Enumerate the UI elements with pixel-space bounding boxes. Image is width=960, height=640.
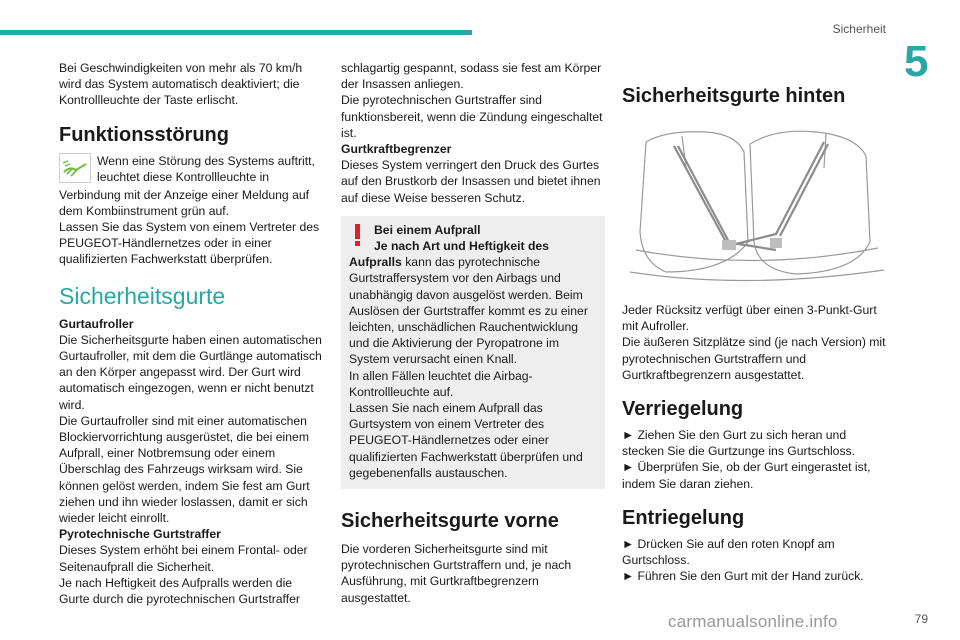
header-accent-bar: [0, 30, 472, 35]
warning-text-3: Lassen Sie nach einem Aufprall das Gurtsystem von einem Vertreter des PEUGEOT-Händlernetzes oder einer qualifizierten Fachwerkstatt überprüfen und gegebenenfalls austauschen.: [349, 401, 583, 480]
heading-malfunction: Funktionsstörung: [59, 123, 229, 146]
intro-paragraph: Bei Geschwindigkeiten von mehr als 70 km/h wird das System automatisch deaktiviert; die Kontrollleuchte der Taste erlischt.: [59, 61, 303, 108]
warning-box: [341, 216, 605, 489]
pyro-text-2: Je nach Heftigkeit des Aufpralls werden die Gurte durch die pyrotechnischen Gurtstraffer: [59, 575, 300, 607]
locking-step-1: ► Ziehen Sie den Gurt zu sich heran und stecken Sie die Gurtzunge ins Gurtschloss.: [622, 428, 856, 459]
page-number: 79: [914, 612, 928, 626]
retractor-text-2: Die Gurtaufroller sind mit einer automatischen Blockiervorrichtung ausgerüstet, die bei einem Aufprall, einer Notbremsung oder einem Überschlag des Fahrzeugs wirksam wird. Sie können gelöst werden, indem Sie fest am Gurt ziehen und ihn wieder loslassen, damit er sich wieder leicht einrollt.: [59, 413, 310, 526]
unlocking-step-2: ► Führen Sie den Gurt mit der Hand zurück.: [622, 569, 864, 584]
heading-locking: Verriegelung: [622, 398, 744, 421]
warning-text-1: [349, 254, 597, 367]
column-1: [59, 60, 325, 607]
warning-bold-word: Aufpralls: [349, 255, 402, 270]
heading-unlocking: Entriegelung: [622, 506, 745, 529]
warning-text-2: In allen Fällen leuchtet die Airbag-Kontrollleuchte auf.: [349, 368, 533, 399]
column-3: [622, 84, 888, 584]
malfunction-text-3: Lassen Sie das System von einem Vertreter des PEUGEOT-Händlernetzes oder in einer qualifizierten Fachwerkstatt überprüfen.: [59, 220, 320, 267]
malfunction-text-2: Verbindung mit der Anzeige einer Meldung auf dem Kombiinstrument grün auf.: [59, 187, 310, 218]
warning-exclamation-icon: [355, 224, 361, 246]
heading-front-belts: Sicherheitsgurte vorne: [341, 510, 559, 533]
warning-text-1-rest: kann das pyrotechnische Gurtstraffersystem vor den Airbags und unabhängig davon ausgelöst werden. Beim Auslösen der Gurtstraffer kommt es zu einer leichten, unschädlichen Rauchentwicklung und die Aktivierung der Pyropatrone im System verursacht einen Knall.: [349, 255, 588, 367]
pyro-text-1: Dieses System erhöht bei einem Frontal- oder Seitenaufprall die Sicherheit.: [59, 543, 308, 574]
heading-seatbelts: Sicherheitsgurte: [59, 282, 226, 309]
rear-belts-text-2: Die äußeren Sitzplätze sind (je nach Version) mit pyrotechnischen Gurtstraffern und Gurtkraftbegrenzern ausgestattet.: [622, 335, 886, 382]
heading-rear-belts: Sicherheitsgurte hinten: [622, 85, 846, 107]
pyro-cont-2: Die pyrotechnischen Gurtstraffer sind funktionsbereit, wenn die Zündung eingeschaltet ist.: [341, 93, 603, 140]
chapter-number: 5: [904, 37, 929, 86]
locking-step-2: ► Überprüfen Sie, ob der Gurt eingerastet ist, indem Sie daran ziehen.: [622, 460, 871, 491]
unlocking-step-1: ► Drücken Sie auf den roten Knopf am Gurtschloss.: [622, 536, 835, 568]
lane-keeping-lamp-icon: [59, 153, 91, 183]
rear-belts-text-1: Jeder Rücksitz verfügt über einen 3-Punkt-Gurt mit Aufroller.: [622, 303, 877, 334]
retractor-text-1: Die Sicherheitsgurte haben einen automatischen Gurtaufroller, mit dem die Gurtlänge automatisch an den Körper angepasst wird. Der Gurt wird automatisch eingezogen, wenn er nicht benutzt wird.: [59, 332, 322, 412]
malfunction-text-1: Wenn eine Störung des Systems auftritt, leuchtet diese Kontrollleuchte in: [97, 153, 315, 184]
warning-title-2: Je nach Art und Heftigkeit des: [374, 239, 549, 254]
pyro-title: Pyrotechnische Gurtstraffer: [59, 527, 221, 542]
limiter-text: Dieses System verringert den Druck des Gurtes auf den Brustkorb der Insassen und bietet ihnen auf diese Weise besseren Schutz.: [341, 158, 601, 205]
rear-seatbelt-illustration: [626, 122, 888, 290]
section-title: Sicherheit: [832, 22, 886, 36]
limiter-title: Gurtkraftbegrenzer: [341, 142, 452, 157]
watermark: carmanualsonline.info: [668, 612, 838, 631]
column-2: [341, 60, 605, 606]
pyro-cont-1: schlagartig gespannt, sodass sie fest am Körper der Insassen anliegen.: [341, 61, 602, 92]
malfunction-row: [59, 153, 325, 187]
warning-title-1: Bei einem Aufprall: [374, 222, 481, 237]
retractor-title: Gurtaufroller: [59, 316, 134, 331]
front-belts-text: Die vorderen Sicherheitsgurte sind mit pyrotechnischen Gurtstraffern und, je nach Ausführung, mit Gurtkraftbegrenzern ausgestattet.: [341, 542, 572, 605]
